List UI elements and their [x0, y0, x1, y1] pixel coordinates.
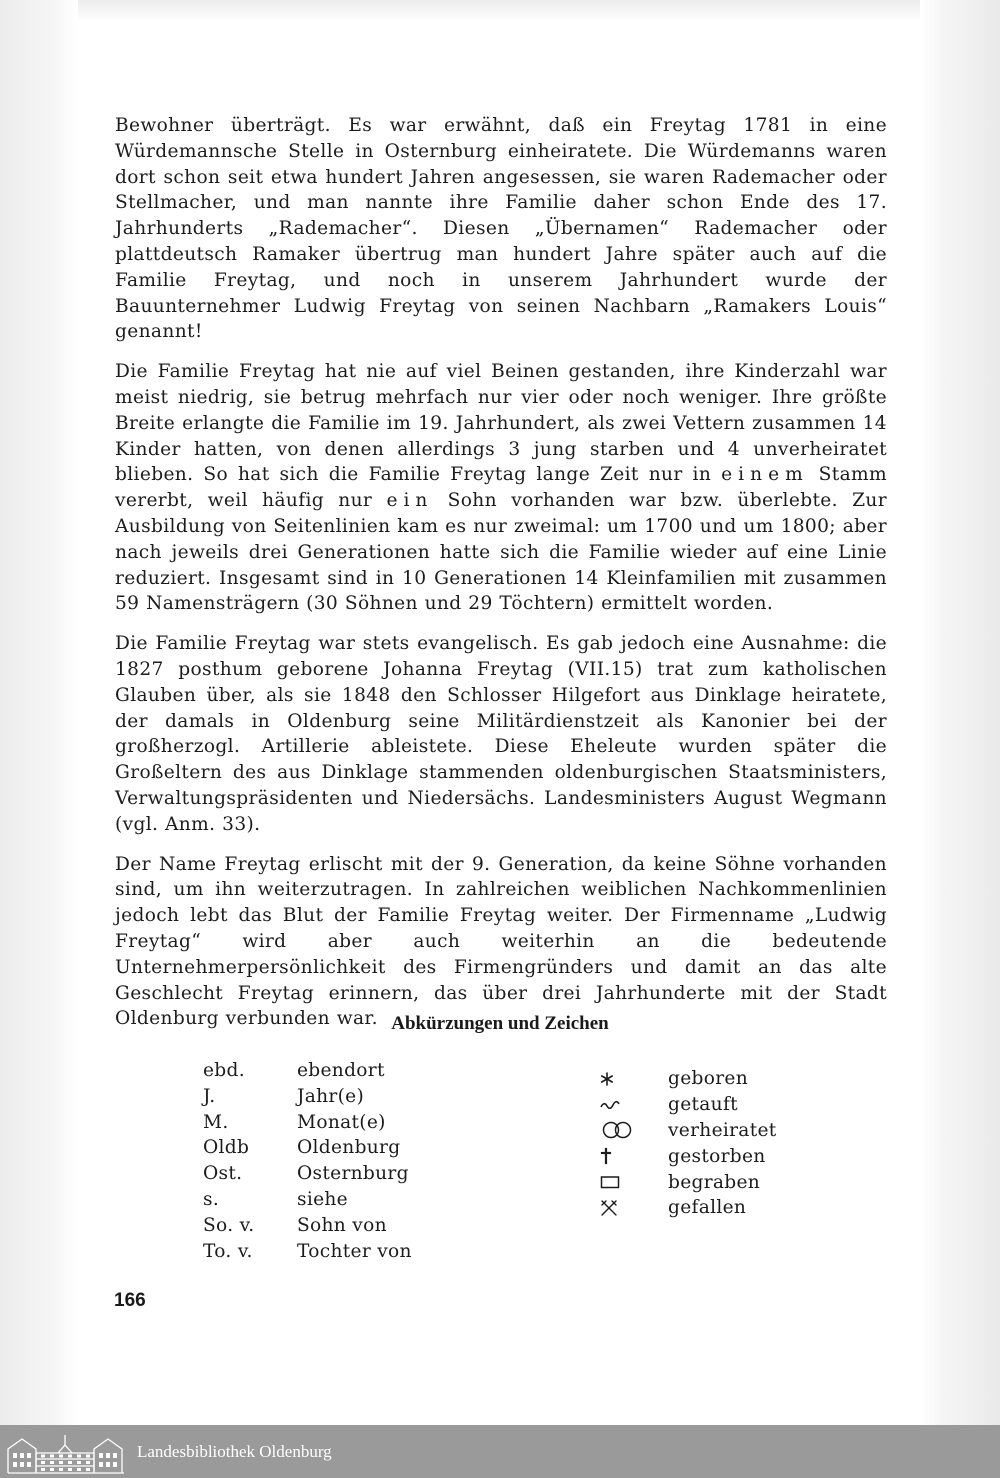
abbreviation-row [203, 1189, 463, 1215]
emphasis-einem: einem [721, 464, 809, 486]
abbreviation-row [203, 1241, 463, 1267]
abbreviation: To. v. [203, 1240, 253, 1262]
died-cross-icon [596, 1147, 668, 1165]
symbol-meaning: geboren [668, 1068, 748, 1090]
paragraph-2 [115, 359, 887, 617]
abbreviation-meaning: ebendort [297, 1060, 385, 1081]
abbreviation-meaning: Oldenburg [297, 1137, 401, 1159]
abbreviation-meaning: Osternburg [297, 1163, 409, 1185]
abbreviations-heading: Abkürzungen und Zeichen [391, 1013, 609, 1034]
library-building-icon [6, 1429, 126, 1475]
abbreviation: s. [203, 1188, 220, 1210]
symbol-row [596, 1169, 836, 1195]
abbreviation-row [203, 1137, 463, 1163]
abbreviation-list [203, 1060, 463, 1266]
abbreviation: M. [203, 1111, 229, 1133]
abbreviation-row [203, 1112, 463, 1138]
abbreviation: So. v. [203, 1214, 255, 1236]
paragraph-2-part-b: Stamm vererbt, weil häufig nur [115, 464, 887, 512]
symbol-row [596, 1195, 836, 1221]
library-footer [0, 1425, 1000, 1478]
footer-label: Landesbibliothek Oldenburg [137, 1441, 332, 1461]
symbol-row [596, 1143, 836, 1169]
baptized-wave-icon [596, 1100, 668, 1110]
abbreviation-meaning: siehe [297, 1188, 348, 1210]
paragraph-2-part-a: Die Familie Freytag hat nie auf viel Beinen gestanden, ihre Kinderzahl war meist niedrig, sie betrug mehrfach nur vier oder noch weniger. Ihre größte Breite erlangte die Familie im 19. Jahrhundert, als zwei Vettern zusammen 14 Kinder hatten, von denen allerdings 3 jung starben und 4 unverheiratet blieben. So hat sich die Familie Freytag lange Zeit nur in [115, 361, 887, 486]
paragraph-2-part-c: Sohn vorhanden war bzw. überlebte. Zur Ausbildung von Seitenlinien kam es nur zweimal: um 1700 und um 1800; aber nach jeweils drei Generationen hatte sich die Familie wieder auf eine Linie reduziert. Insgesamt sind in 10 Generationen 14 Kleinfamilien mit zusammen 59 Namensträgern (30 Söhnen und 29 Töchtern) ermittelt worden. [115, 490, 887, 615]
paragraph-4: Der Name Freytag erlischt mit der 9. Generation, da keine Söhne vorhanden sind, um ihn weiterzutragen. In zahlreichen weiblichen Nachkommenlinien jedoch lebt das Blut der Familie Freytag weiter. Der Firmenname „Ludwig Freytag“ wird aber auch weiterhin an die bedeutende Unternehmerpersönlichkeit des Firmengründers und damit an das alte Geschlecht Freytag erinnern, das über drei Jahrhunderte mit der Stadt Oldenburg verbunden war. [115, 853, 887, 1030]
abbreviation-meaning: Tochter von [297, 1240, 412, 1262]
symbol-row [596, 1066, 836, 1092]
symbol-row [596, 1092, 836, 1118]
abbreviation-row [203, 1215, 463, 1241]
symbol-meaning: gestorben [668, 1145, 766, 1167]
scan-edge-top [78, 0, 920, 22]
abbreviation: Ost. [203, 1163, 243, 1185]
page-number: 166 [114, 1290, 146, 1311]
scan-edge-right [920, 0, 1000, 1425]
buried-box-icon [596, 1175, 668, 1189]
scan-edge-left [0, 0, 78, 1425]
married-rings-icon [596, 1121, 668, 1139]
born-star-icon [596, 1072, 668, 1086]
fallen-swords-icon [596, 1199, 668, 1217]
abbreviation: J. [203, 1085, 216, 1107]
abbreviation-meaning: Sohn von [297, 1214, 387, 1236]
paragraph-1: Bewohner überträgt. Es war erwähnt, daß ein Freytag 1781 in eine Würdemannsche Stelle in Osternburg einheiratete. Die Würdemanns waren dort schon seit etwa hundert Jahren angesessen, sie waren Rademacher oder Stellmacher, und man nannte ihre Familie daher schon Ende des 17. Jahrhunderts „Rademacher“. Diesen „Übernamen“ Rademacher oder plattdeutsch Ramaker übertrug man hundert Jahre später auch auf die Familie Freytag, und noch in unserem Jahrhundert wurde der Bauunternehmer Ludwig Freytag von seinen Nachbarn „Ramakers Louis“ genannt! [115, 115, 887, 343]
abbreviation-row [203, 1086, 463, 1112]
abbreviation-row [203, 1163, 463, 1189]
abbreviation: Oldb [203, 1137, 250, 1159]
body-text [115, 113, 887, 1046]
symbol-meaning: begraben [668, 1171, 761, 1193]
symbol-meaning: verheiratet [668, 1119, 777, 1141]
abbreviation: ebd. [203, 1060, 245, 1081]
symbol-meaning: gefallen [668, 1197, 747, 1219]
symbol-row [596, 1118, 836, 1144]
paragraph-3: Die Familie Freytag war stets evangelisch. Es gab jedoch eine Ausnahme: die 1827 posthum geborene Johanna Freytag (VII.15) trat zum katholischen Glauben über, als sie 1848 den Schlosser Hilgefort aus Dinklage heiratete, der damals in Oldenburg seine Militärdienstzeit als Kanonier bei der großherzogl. Artillerie ableistete. Diese Eheleute wurden später die Großeltern des aus Dinklage stammenden oldenburgischen Staatsministers, Verwaltungspräsidenten und Niedersächs. Landesministers August Wegmann (vgl. Anm. 33). [115, 633, 887, 835]
abbreviation-meaning: Jahr(e) [297, 1085, 365, 1107]
abbreviation-meaning: Monat(e) [297, 1111, 386, 1133]
symbol-meaning: getauft [668, 1094, 738, 1116]
abbreviation-row [203, 1060, 463, 1086]
symbol-list [596, 1066, 836, 1221]
emphasis-ein: ein [386, 490, 434, 512]
